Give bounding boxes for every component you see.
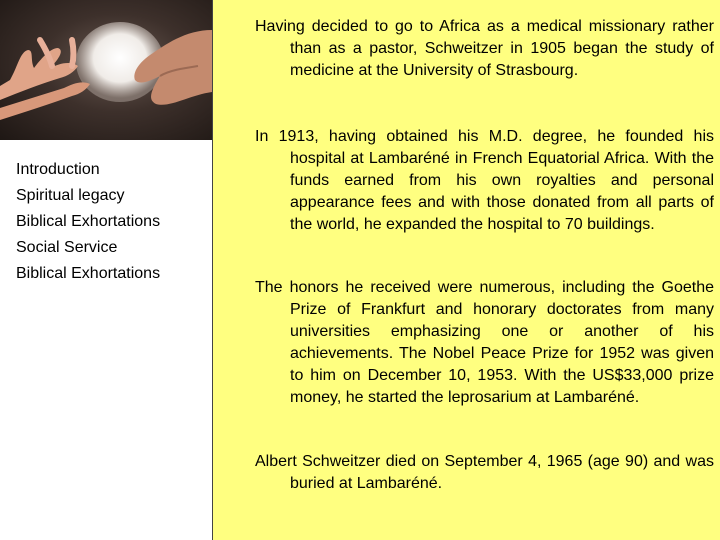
hands-globe-icon: [0, 0, 212, 140]
nav-item-biblical-exhortations-2[interactable]: Biblical Exhortations: [16, 265, 161, 282]
sidebar-nav: [16, 157, 160, 287]
hands-globe-image: [0, 0, 212, 140]
nav-item-spiritual-legacy[interactable]: Spiritual legacy: [16, 187, 125, 204]
paragraph-medical-study: Having decided to go to Africa as a medical missionary rather than as a pastor, Schweitzer in 1905 began the study of medicine at the University of Strasbourg.: [255, 18, 714, 79]
paragraph-hospital-founding: In 1913, having obtained his M.D. degree, he founded his hospital at Lambaréné in French Equatorial Africa. With the funds earned from his own royalties and personal appearance fees and with those donated from all parts of the world, he expanded the hospital to 70 buildings.: [255, 128, 714, 233]
sidebar: [0, 0, 213, 540]
paragraph-honors: The honors he received were numerous, including the Goethe Prize of Frankfurt and honorary doctorates from many universities emphasizing one or another of his achievements. The Nobel Peace Prize for 1952 was given to him on December 10, 1953. With the US$33,000 prize money, he started the leprosarium at Lambaréné.: [255, 279, 714, 406]
paragraph-death: Albert Schweitzer died on September 4, 1965 (age 90) and was buried at Lambaréné.: [255, 453, 714, 492]
nav-item-introduction[interactable]: Introduction: [16, 161, 100, 178]
nav-item-social-service[interactable]: Social Service: [16, 239, 118, 256]
nav-item-biblical-exhortations[interactable]: Biblical Exhortations: [16, 213, 161, 230]
